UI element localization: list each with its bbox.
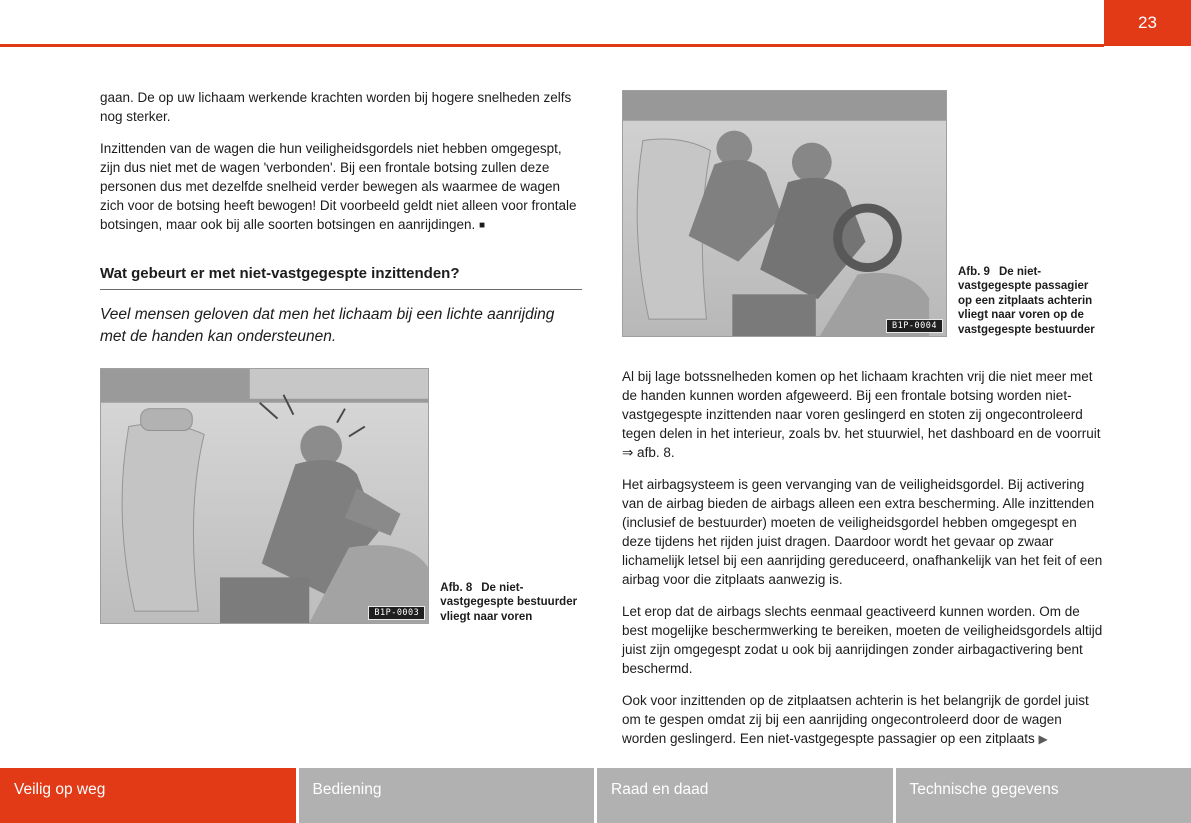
- paragraph-text: Ook voor inzittenden op de zitplaatsen achterin is het belangrijk de gordel juist om te gespen omdat zij bij een aanrijding ongecontroleerd door de wagen worden geslingerd. Een niet-vastgegespte passagier op een zitplaats: [622, 693, 1089, 746]
- body-paragraph: [100, 139, 582, 235]
- figure-8-photo: [100, 368, 429, 624]
- right-column: [622, 90, 1105, 762]
- figure-8-caption: [440, 581, 582, 625]
- figure-code-label: B1P-0004: [886, 319, 943, 333]
- section-end-square: ■: [479, 220, 486, 231]
- footer-tab-raad-en-daad: Raad en daad: [597, 768, 893, 823]
- body-paragraph: Al bij lage botssnelheden komen op het lichaam krachten vrij die niet meer met de handen kunnen worden afgeweerd. Bij een frontale botsing worden niet-vastgegespte inzittenden naar voren geslingerd en stoten zij ongecontroleerd tegen delen in het interieur, zoals bv. het stuurwiel, het dashboard en de voorruit ⇒ afb. 8.: [622, 369, 1101, 460]
- car-interior-illustration: [623, 91, 946, 336]
- paragraph-text: Inzittenden van de wagen die hun veiligheidsgordels niet hebben omgegespt, zijn dus niet met de wagen 'verbonden'. Bij een frontale botsing zullen deze personen dus met dezelfde snelheid verder bewegen als waarmee de wagen zich voor de botsing heeft bewogen! Dit voorbeeld geldt niet alleen voor frontale botsingen, maar ook bij alle soorten botsingen en aanrijdingen.: [100, 141, 577, 232]
- body-paragraph: [622, 691, 1105, 749]
- footer-tab-veilig-op-weg: Veilig op weg: [0, 768, 296, 823]
- body-paragraph: Het airbagsysteem is geen vervanging van de veiligheidsgordel. Bij activering van de airbag bieden de airbags alleen een extra bescherming. Alle inzittenden (inclusief de bestuurder) moeten de veiligheidsgordel hebben omgegespt en deze tijdens het rijden juist dragen. Daardoor wordt het gevaar op zwaar lichamelijk letsel bij een aanrijding gereduceerd, onafhankelijk van het feit of een airbag voor die zitplaats aanwezig is.: [622, 477, 1103, 587]
- page-number: 23: [1138, 13, 1157, 32]
- figure-label: Afb. 8: [440, 581, 473, 594]
- body-paragraph: gaan. De op uw lichaam werkende krachten worden bij hogere snelheden zelfs nog sterker.: [100, 90, 572, 124]
- body-paragraph: Let erop dat de airbags slechts eenmaal geactiveerd kunnen worden. Om de best mogelijke beschermwerking te bereiken, moeten de veiligheidsgordels altijd juist zijn omgegespt zodat u ook bij aanrijdingen zonder airbagactivering bent beschermd.: [622, 604, 1103, 676]
- figure-caption-text: De niet-vastgegespte passagier op een zitplaats achterin vliegt naar voren op de vastgegespte bestuurder: [958, 265, 1095, 336]
- footer-tab-bediening: Bediening: [299, 768, 595, 823]
- lead-paragraph: Veel mensen geloven dat men het lichaam bij een lichte aanrijding met de handen kan ondersteunen.: [100, 306, 555, 345]
- figure-caption-text: De niet-vastgegespte bestuurder vliegt naar voren: [440, 581, 578, 623]
- left-column: [100, 88, 582, 624]
- figure-9-photo: [622, 90, 947, 337]
- continuation-arrow: ▶: [1038, 732, 1048, 746]
- right-column-text: [622, 367, 1105, 749]
- car-interior-illustration: [101, 369, 428, 623]
- figure-label: Afb. 9: [958, 265, 990, 278]
- header-rule: [0, 44, 1104, 47]
- figure-9: [622, 90, 1105, 337]
- chapter-tab-bar: [0, 768, 1191, 823]
- section-heading: Wat gebeurt er met niet-vastgegespte inzittenden?: [100, 265, 582, 290]
- footer-tab-technische-gegevens: Technische gegevens: [896, 768, 1191, 823]
- figure-8: [100, 368, 582, 624]
- page-number-badge: [1104, 0, 1191, 46]
- figure-code-label: B1P-0003: [368, 606, 425, 620]
- figure-9-caption: [958, 265, 1100, 338]
